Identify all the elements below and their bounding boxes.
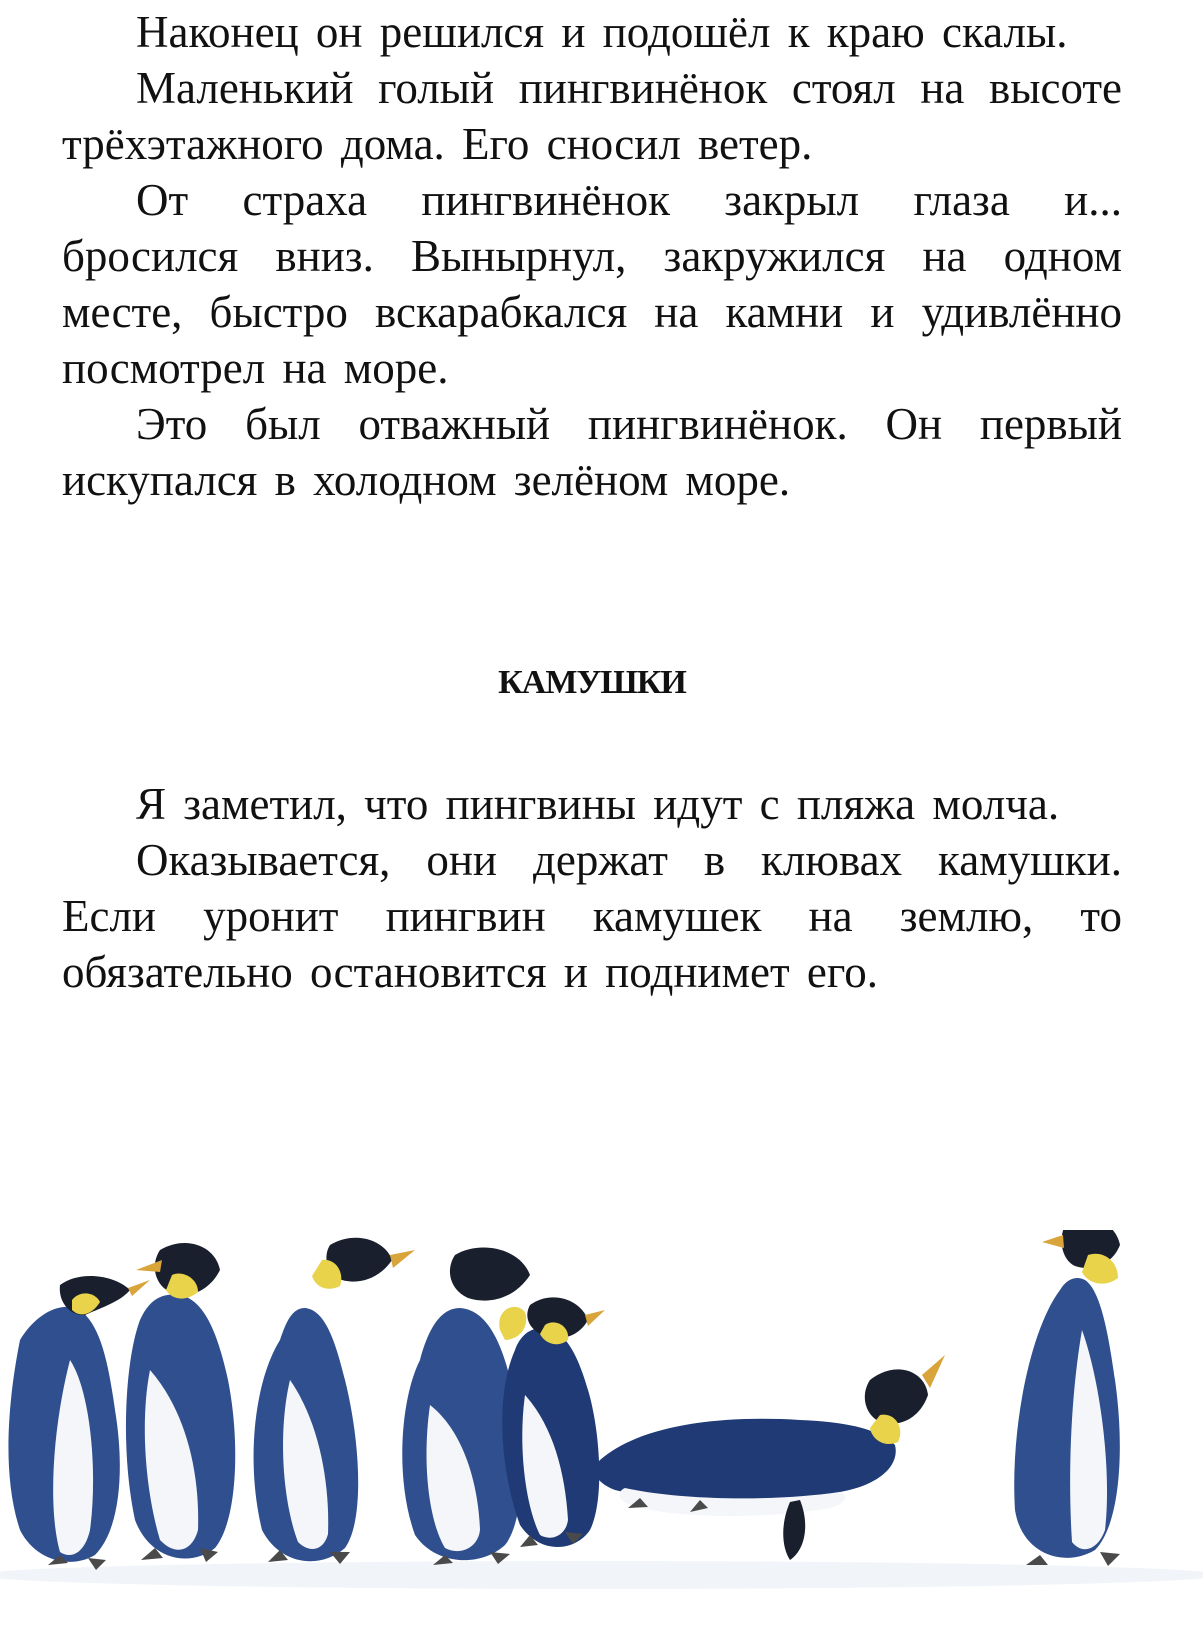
story-part-2 [62,776,1122,1000]
penguin-3 [254,1238,415,1564]
penguin-2 [126,1243,235,1562]
paragraph: Оказывается, они держат в клювах камушки. Если уронит пингвин камушек на землю, то обязательно остановится и поднимет его. [62,835,1122,997]
paragraph: Маленький голый пингвинёнок стоял на высоте трёхэтажного дома. Его сносил ветер. [62,63,1122,169]
paragraph: Это был отважный пингвинёнок. Он первый искупался в холодном зелёном море. [62,399,1122,505]
paragraph: Я заметил, что пингвины идут с пляжа молча. [136,779,1060,829]
story-part-1 [62,4,1122,508]
snow-ground [0,1561,1203,1589]
penguin-7 [1014,1230,1120,1566]
penguins-illustration [0,1230,1203,1610]
paragraph: От страха пингвинёнок закрыл глаза и... бросился вниз. Вынырнул, закружился на одном месте, быстро вскарабкался на камни и удивлённо посмотрел на море. [62,175,1122,393]
penguin-6 [595,1355,945,1560]
paragraph: Наконец он решился и подошёл к краю скалы. [136,7,1068,57]
section-title: КАМУШКИ [498,664,686,701]
